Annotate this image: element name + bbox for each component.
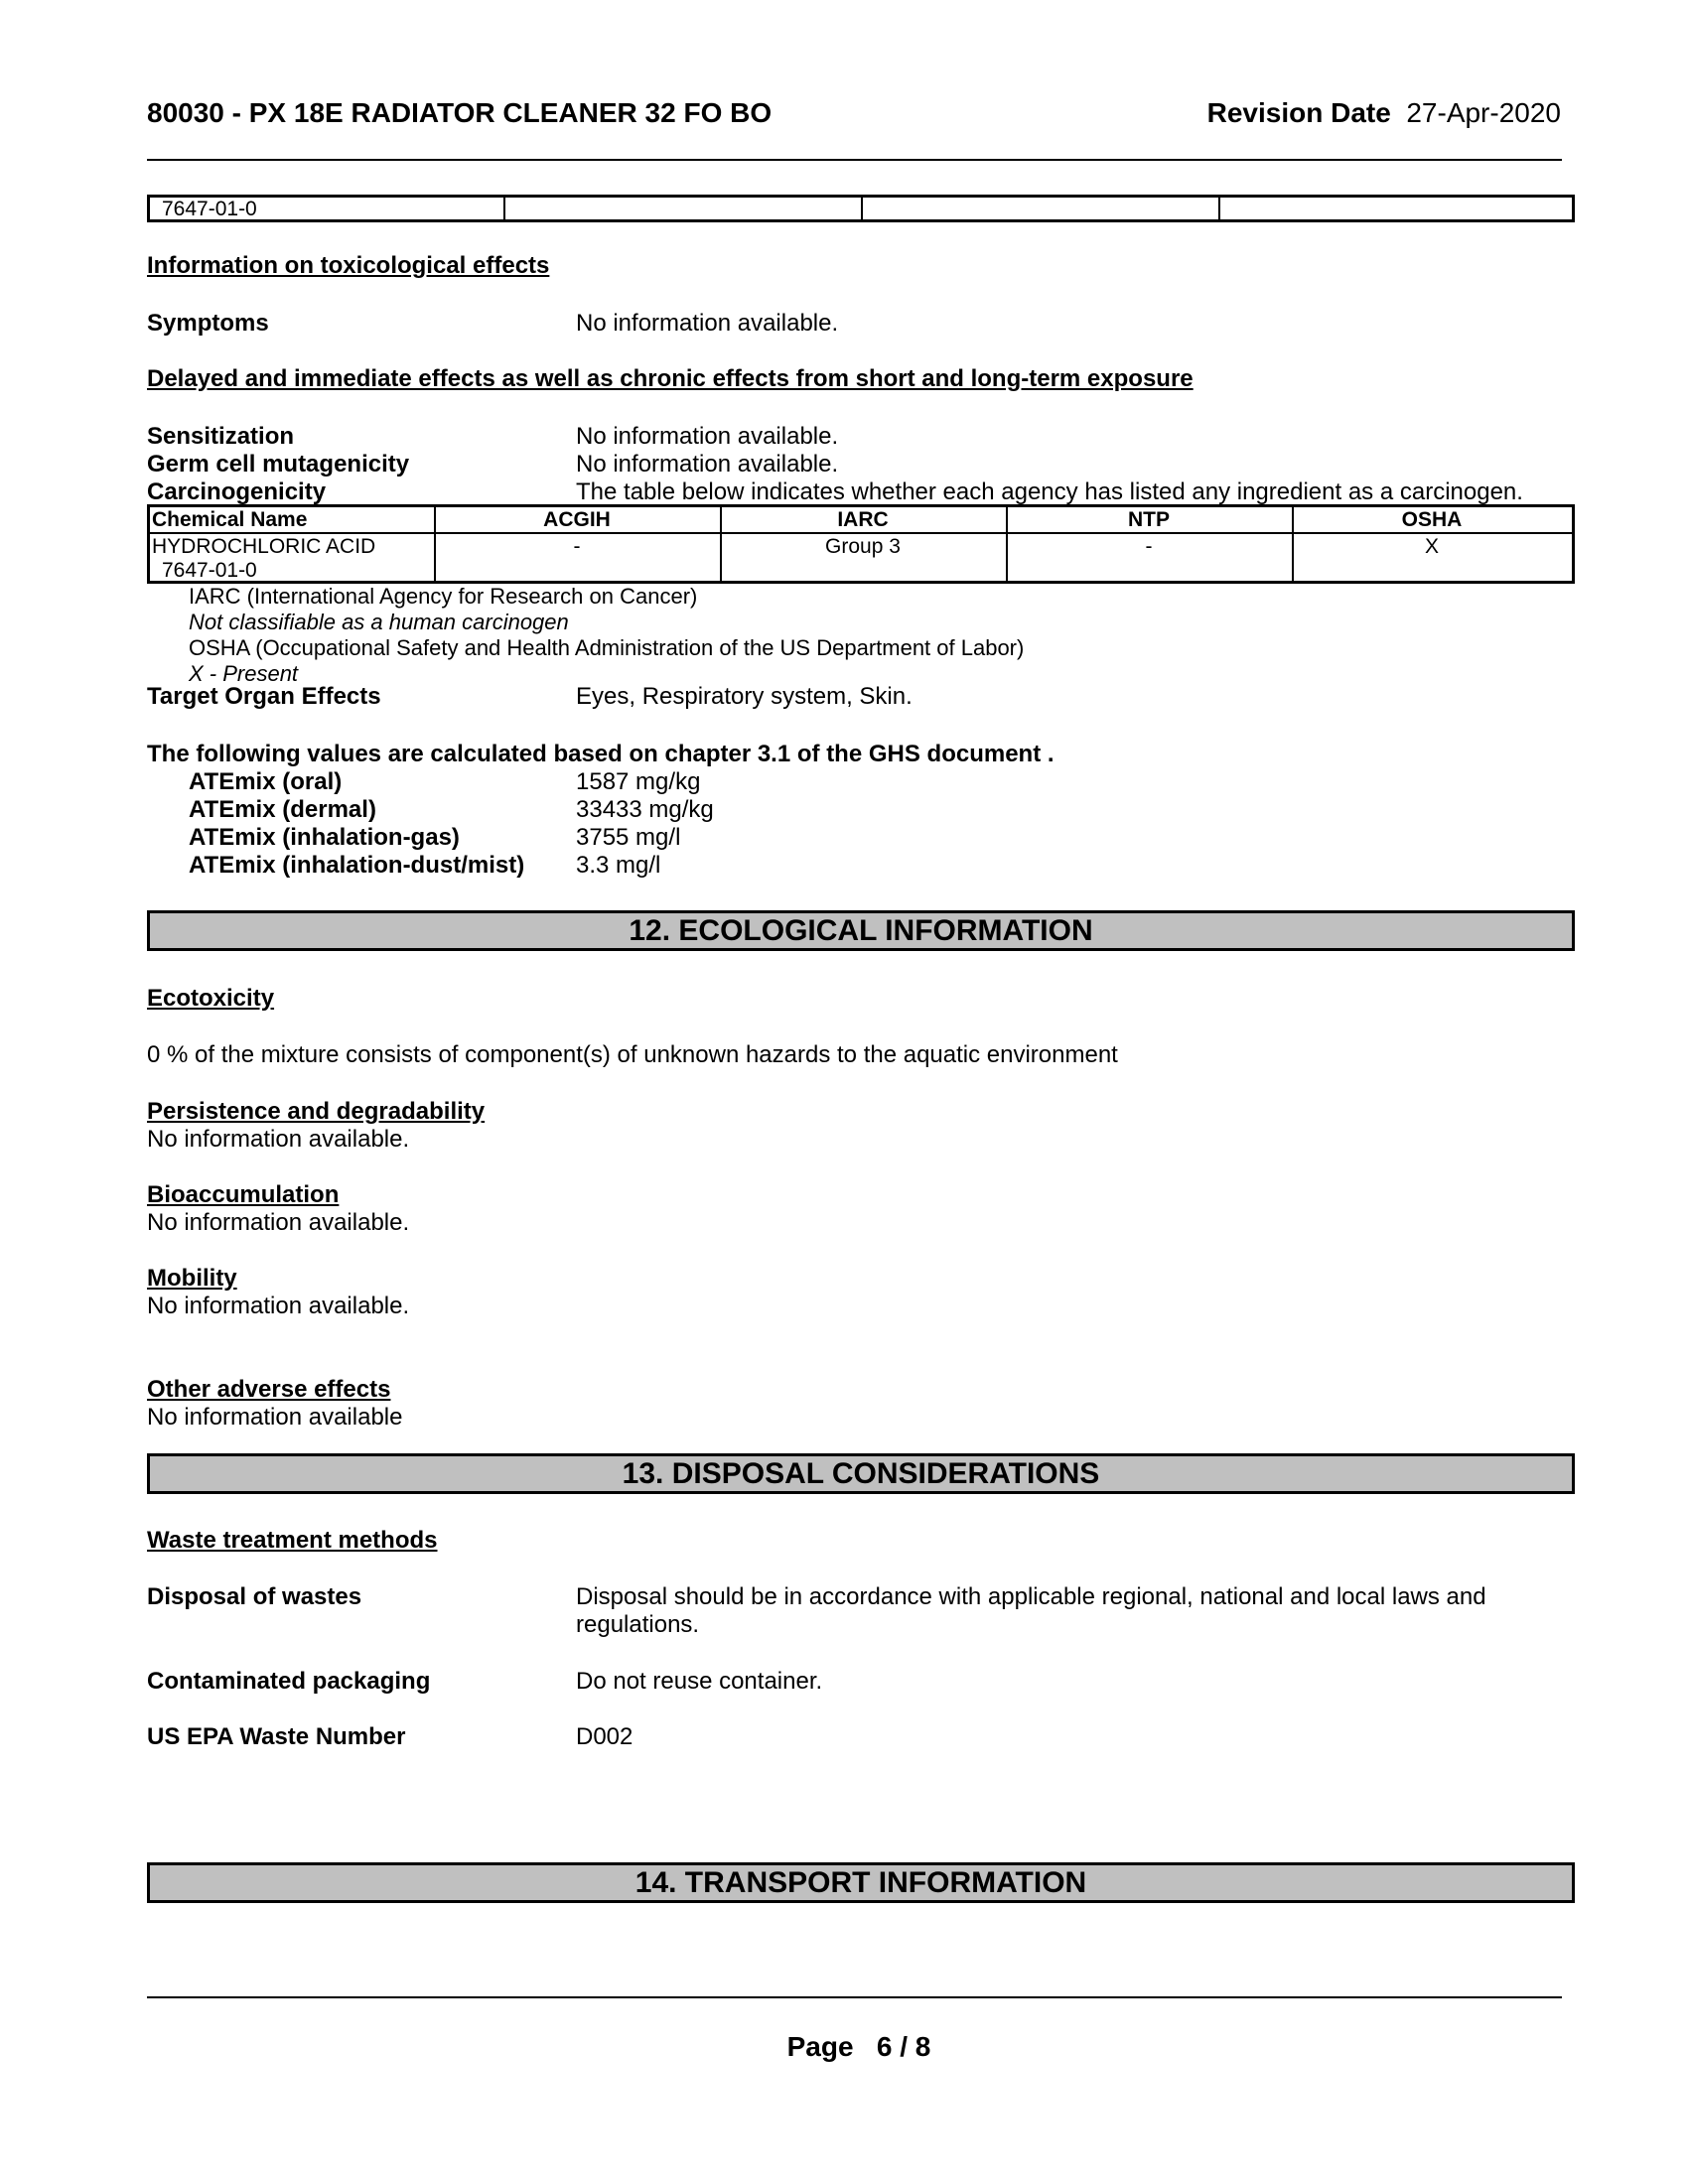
- table-header-ntp: NTP: [1128, 508, 1170, 531]
- disposal-label: Disposal of wastes: [147, 1583, 362, 1610]
- sensitization-label: Sensitization: [147, 423, 295, 450]
- atemix-dust-label: ATEmix (inhalation-dust/mist): [189, 852, 525, 879]
- other-effects-heading: Other adverse effects: [147, 1376, 391, 1403]
- disposal-value-line-1: Disposal should be in accordance with applicable regional, national and local laws and: [576, 1583, 1486, 1610]
- note-osha-present: X - Present: [189, 661, 299, 686]
- ecotoxicity-heading: Ecotoxicity: [147, 985, 275, 1012]
- mobility-text: No information available.: [147, 1293, 410, 1319]
- section-14-header: 14. TRANSPORT INFORMATION: [147, 1862, 1575, 1903]
- ecotoxicity-text: 0 % of the mixture consists of component(s) of unknown hazards to the aquatic environment: [147, 1041, 1118, 1068]
- atemix-dermal-value: 33433 mg/kg: [576, 796, 714, 823]
- table-cell-ntp: -: [1145, 535, 1153, 558]
- page-number: Page 6 / 8: [786, 2031, 931, 2062]
- waste-treatment-heading: Waste treatment methods: [147, 1527, 438, 1554]
- revision-date: [1207, 97, 1561, 129]
- delayed-effects-heading: Delayed and immediate effects as well as chronic effects from short and long-term exposure: [147, 365, 1194, 392]
- footer-rule: [147, 1996, 1562, 1998]
- chemical-name: HYDROCHLORIC ACID: [152, 535, 376, 558]
- note-iarc: IARC (International Agency for Research on Cancer): [189, 584, 698, 609]
- table-divider: [861, 198, 863, 219]
- target-organ-label: Target Organ Effects: [147, 683, 381, 710]
- symptoms-value: No information available.: [576, 310, 839, 337]
- table-header-chemical: Chemical Name: [152, 508, 308, 531]
- note-iarc-class: Not classifiable as a human carcinogen: [189, 610, 569, 634]
- section-13-header: 13. DISPOSAL CONSIDERATIONS: [147, 1453, 1575, 1494]
- target-organ-value: Eyes, Respiratory system, Skin.: [576, 683, 913, 710]
- tox-heading: Information on toxicological effects: [147, 252, 550, 279]
- persistence-heading: Persistence and degradability: [147, 1098, 486, 1125]
- sensitization-value: No information available.: [576, 423, 839, 450]
- atemix-dust-value: 3.3 mg/l: [576, 852, 661, 879]
- table-divider: [503, 198, 505, 219]
- carcinogen-notes: [189, 584, 1024, 687]
- packaging-value: Do not reuse container.: [576, 1668, 823, 1695]
- atemix-gas-label: ATEmix (inhalation-gas): [189, 824, 460, 851]
- other-effects-text: No information available: [147, 1404, 403, 1431]
- document-title: 80030 - PX 18E RADIATOR CLEANER 32 FO BO: [147, 97, 773, 128]
- section-12-header: 12. ECOLOGICAL INFORMATION: [147, 910, 1575, 951]
- table-header-osha: OSHA: [1401, 508, 1463, 531]
- table-header-iarc: IARC: [837, 508, 889, 531]
- table-header-acgih: ACGIH: [543, 508, 611, 531]
- table-cell-iarc: Group 3: [825, 535, 901, 558]
- revision-date-label: Revision Date: [1206, 97, 1391, 128]
- table-cell-osha: X: [1424, 535, 1439, 558]
- table-cell-cas: 7647-01-0: [162, 198, 257, 220]
- note-osha: OSHA (Occupational Safety and Health Administration of the US Department of Labor): [189, 635, 1025, 660]
- epa-waste-label: US EPA Waste Number: [147, 1723, 406, 1750]
- disposal-value-line-2: regulations.: [576, 1611, 700, 1638]
- mobility-heading: Mobility: [147, 1265, 237, 1292]
- atemix-oral-value: 1587 mg/kg: [576, 768, 701, 795]
- atemix-dermal-label: ATEmix (dermal): [189, 796, 376, 823]
- table-cell-chemical: [152, 535, 430, 583]
- persistence-text: No information available.: [147, 1126, 410, 1153]
- packaging-label: Contaminated packaging: [147, 1668, 431, 1695]
- atemix-oral-label: ATEmix (oral): [189, 768, 343, 795]
- header-rule: [147, 159, 1562, 161]
- table-divider: [1218, 198, 1220, 219]
- revision-date-value: 27-Apr-2020: [1406, 97, 1561, 128]
- chemical-cas: 7647-01-0: [162, 559, 257, 582]
- germ-cell-value: No information available.: [576, 451, 839, 478]
- bioaccumulation-heading: Bioaccumulation: [147, 1181, 340, 1208]
- table-cell-acgih: -: [573, 535, 581, 558]
- carcinogenicity-label: Carcinogenicity: [147, 478, 327, 505]
- continuation-table: [147, 195, 1575, 222]
- epa-waste-value: D002: [576, 1723, 633, 1750]
- ghs-calc-heading: The following values are calculated based on chapter 3.1 of the GHS document .: [147, 741, 1055, 767]
- bioaccumulation-text: No information available.: [147, 1209, 410, 1236]
- germ-cell-label: Germ cell mutagenicity: [147, 451, 410, 478]
- carcinogenicity-value: The table below indicates whether each agency has listed any ingredient as a carcinogen.: [576, 478, 1523, 505]
- carcinogen-table: [147, 504, 1575, 584]
- symptoms-label: Symptoms: [147, 310, 269, 337]
- atemix-gas-value: 3755 mg/l: [576, 824, 681, 851]
